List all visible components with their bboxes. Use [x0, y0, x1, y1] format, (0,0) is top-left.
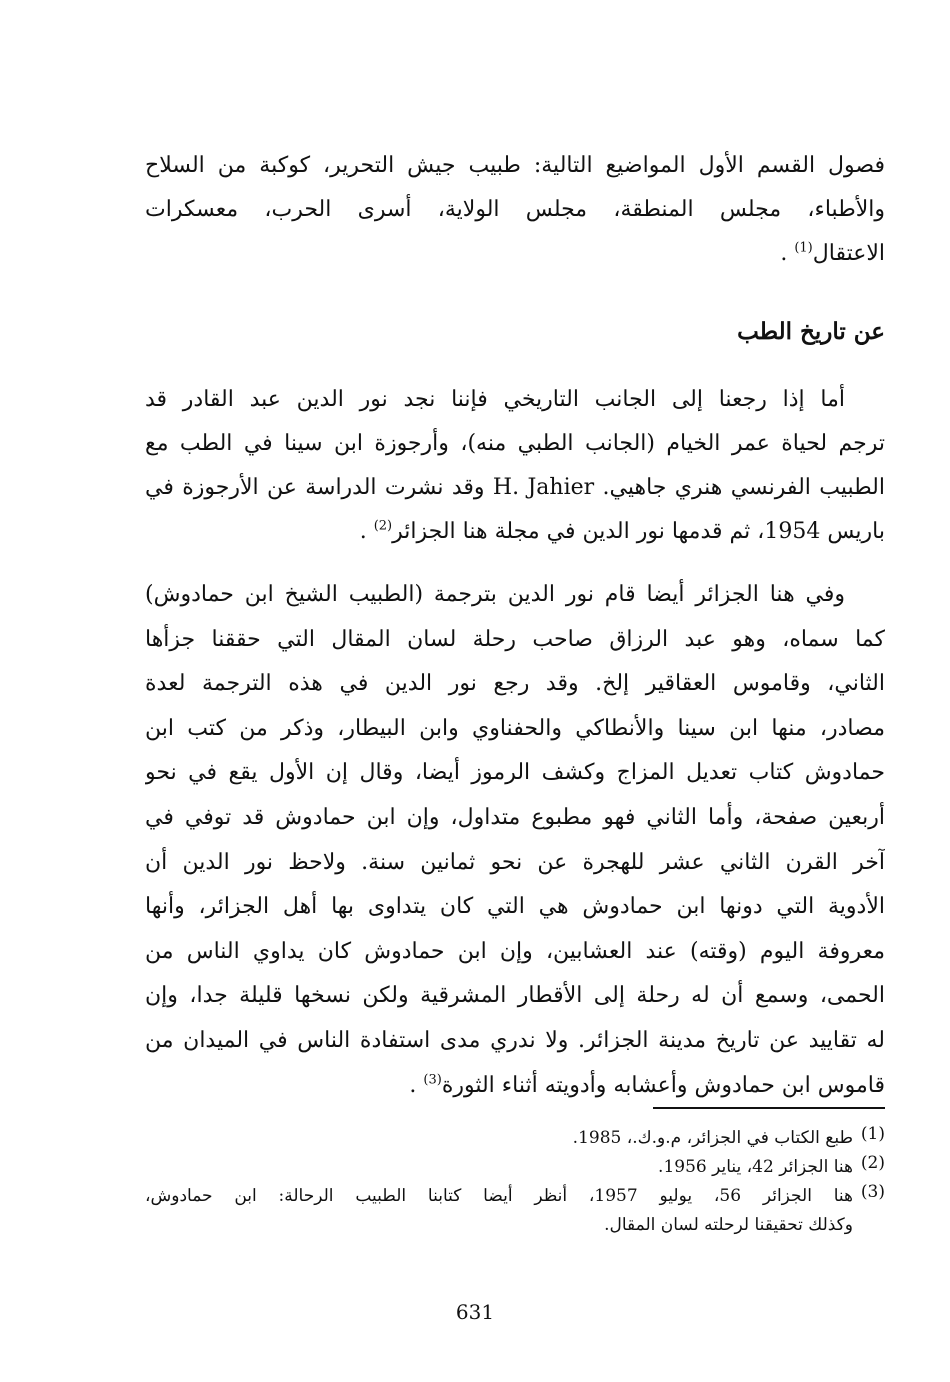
text-line-last — [145, 510, 885, 554]
line-end: . — [359, 519, 367, 544]
text-line: الثاني، وقاموس العقاقير إلخ. وقد رجع نور الدين في هذه الترجمة لعدة — [145, 671, 885, 697]
text-line-last — [145, 232, 885, 276]
footnote-2 — [145, 1153, 885, 1182]
footnotes — [145, 1124, 885, 1240]
text-line — [145, 466, 885, 510]
history-paragraph-2 — [145, 573, 885, 1108]
text-line: الأدوية التي دونها ابن حمادوش هي التي كان يتداوى بها أهل الجزائر، وأنها — [145, 894, 885, 920]
footnote-text: هنا الجزائر 42، يناير 1956. — [658, 1157, 853, 1177]
footnote-ref: (2) — [373, 518, 393, 534]
line-text: قاموس ابن حمادوش وأعشابه وأدويته أثناء الثورة — [441, 1072, 885, 1098]
footnote-number: (3) — [860, 1182, 885, 1202]
text-line: مصادر، منها ابن سينا والأنطاكي والحفناوي وابن البيطار، وذكر من كتب ابن — [145, 715, 885, 741]
footnote-text: طبع الكتاب في الجزائر، م.و.ك.، 1985. — [572, 1128, 853, 1148]
page-number: 631 — [455, 1300, 495, 1324]
footnote-ref: (3) — [423, 1072, 442, 1088]
footnote-ref: (1) — [794, 240, 813, 256]
line-end: . — [780, 241, 788, 266]
text-line: كما سماه، وهو عبد الرزاق صاحب رحلة لسان المقال التي حققنا جزأها — [145, 626, 885, 652]
line-text: الطبيب الفرنسي هنري جاهيي. — [602, 475, 885, 500]
footnote-3 — [145, 1182, 885, 1240]
text-line: أربعين صفحة، وأما الثاني فهو مطبوع متداول، وإن ابن حمادوش قد توفي في — [145, 804, 885, 830]
text-line: الحمى، وسمع أن له رحلة إلى الأقطار المشرقية ولكن نسخها قليلة جدا، وإن — [145, 983, 885, 1009]
text-line: ترجم لحياة عمر الخيام (الجانب الطبي منه)، وأرجوزة ابن سينا في الطب مع — [145, 431, 885, 456]
text-line-last — [145, 1064, 885, 1109]
footnote-number: (1) — [860, 1124, 885, 1144]
text-line: أما إذا رجعنا إلى الجانب التاريخي فإننا نجد نور الدين عبد القادر قد — [145, 387, 845, 412]
footnote-text: وكذلك تحقيقنا لرحلته لسان المقال. — [604, 1215, 853, 1235]
footnote-separator — [653, 1107, 885, 1109]
text-line: وفي هنا الجزائر أيضا قام نور الدين بترجمة (الطبيب الشيخ ابن حمادوش) — [145, 582, 845, 607]
section-heading: عن تاريخ الطب — [737, 318, 885, 345]
text-line: فصول القسم الأول المواضيع التالية: طبيب جيش التحرير، كوكبة من السلاح — [145, 153, 885, 178]
footnote-text: هنا الجزائر 56، يوليو 1957، أنظر أيضا كتابنا الطبيب الرحالة: ابن حمادوش، — [145, 1186, 853, 1206]
latin-name: H. Jahier — [492, 475, 595, 500]
intro-paragraph — [145, 144, 885, 276]
text-line: له تقاييد عن تاريخ مدينة الجزائر. ولا ندري مدى استفادة الناس في الميدان من — [145, 1027, 885, 1053]
line-text: وقد نشرت الدراسة عن الأرجوزة في — [145, 475, 485, 500]
line-text: الاعتقال — [812, 241, 885, 266]
line-end: . — [409, 1072, 417, 1098]
text-line: آخر القرن الثاني عشر للهجرة عن نحو ثمانين سنة. ولاحظ نور الدين أن — [145, 849, 885, 875]
text-line: والأطباء، مجلس المنطقة، مجلس الولاية، أسرى الحرب، معسكرات — [145, 197, 885, 222]
text-line: معروفة اليوم (وقته) عند العشابين، وإن ابن حمادوش كان يداوي الناس من — [145, 938, 885, 964]
history-paragraph-1 — [145, 378, 885, 554]
line-text: باريس 1954، ثم قدمها نور الدين في مجلة هنا الجزائر — [392, 519, 885, 544]
footnote-number: (2) — [860, 1153, 885, 1173]
text-line: حمادوش كتاب تعديل المزاج وكشف الرموز أيضا، وقال إن الأول يقع في نحو — [145, 760, 885, 786]
footnote-1 — [145, 1124, 885, 1153]
